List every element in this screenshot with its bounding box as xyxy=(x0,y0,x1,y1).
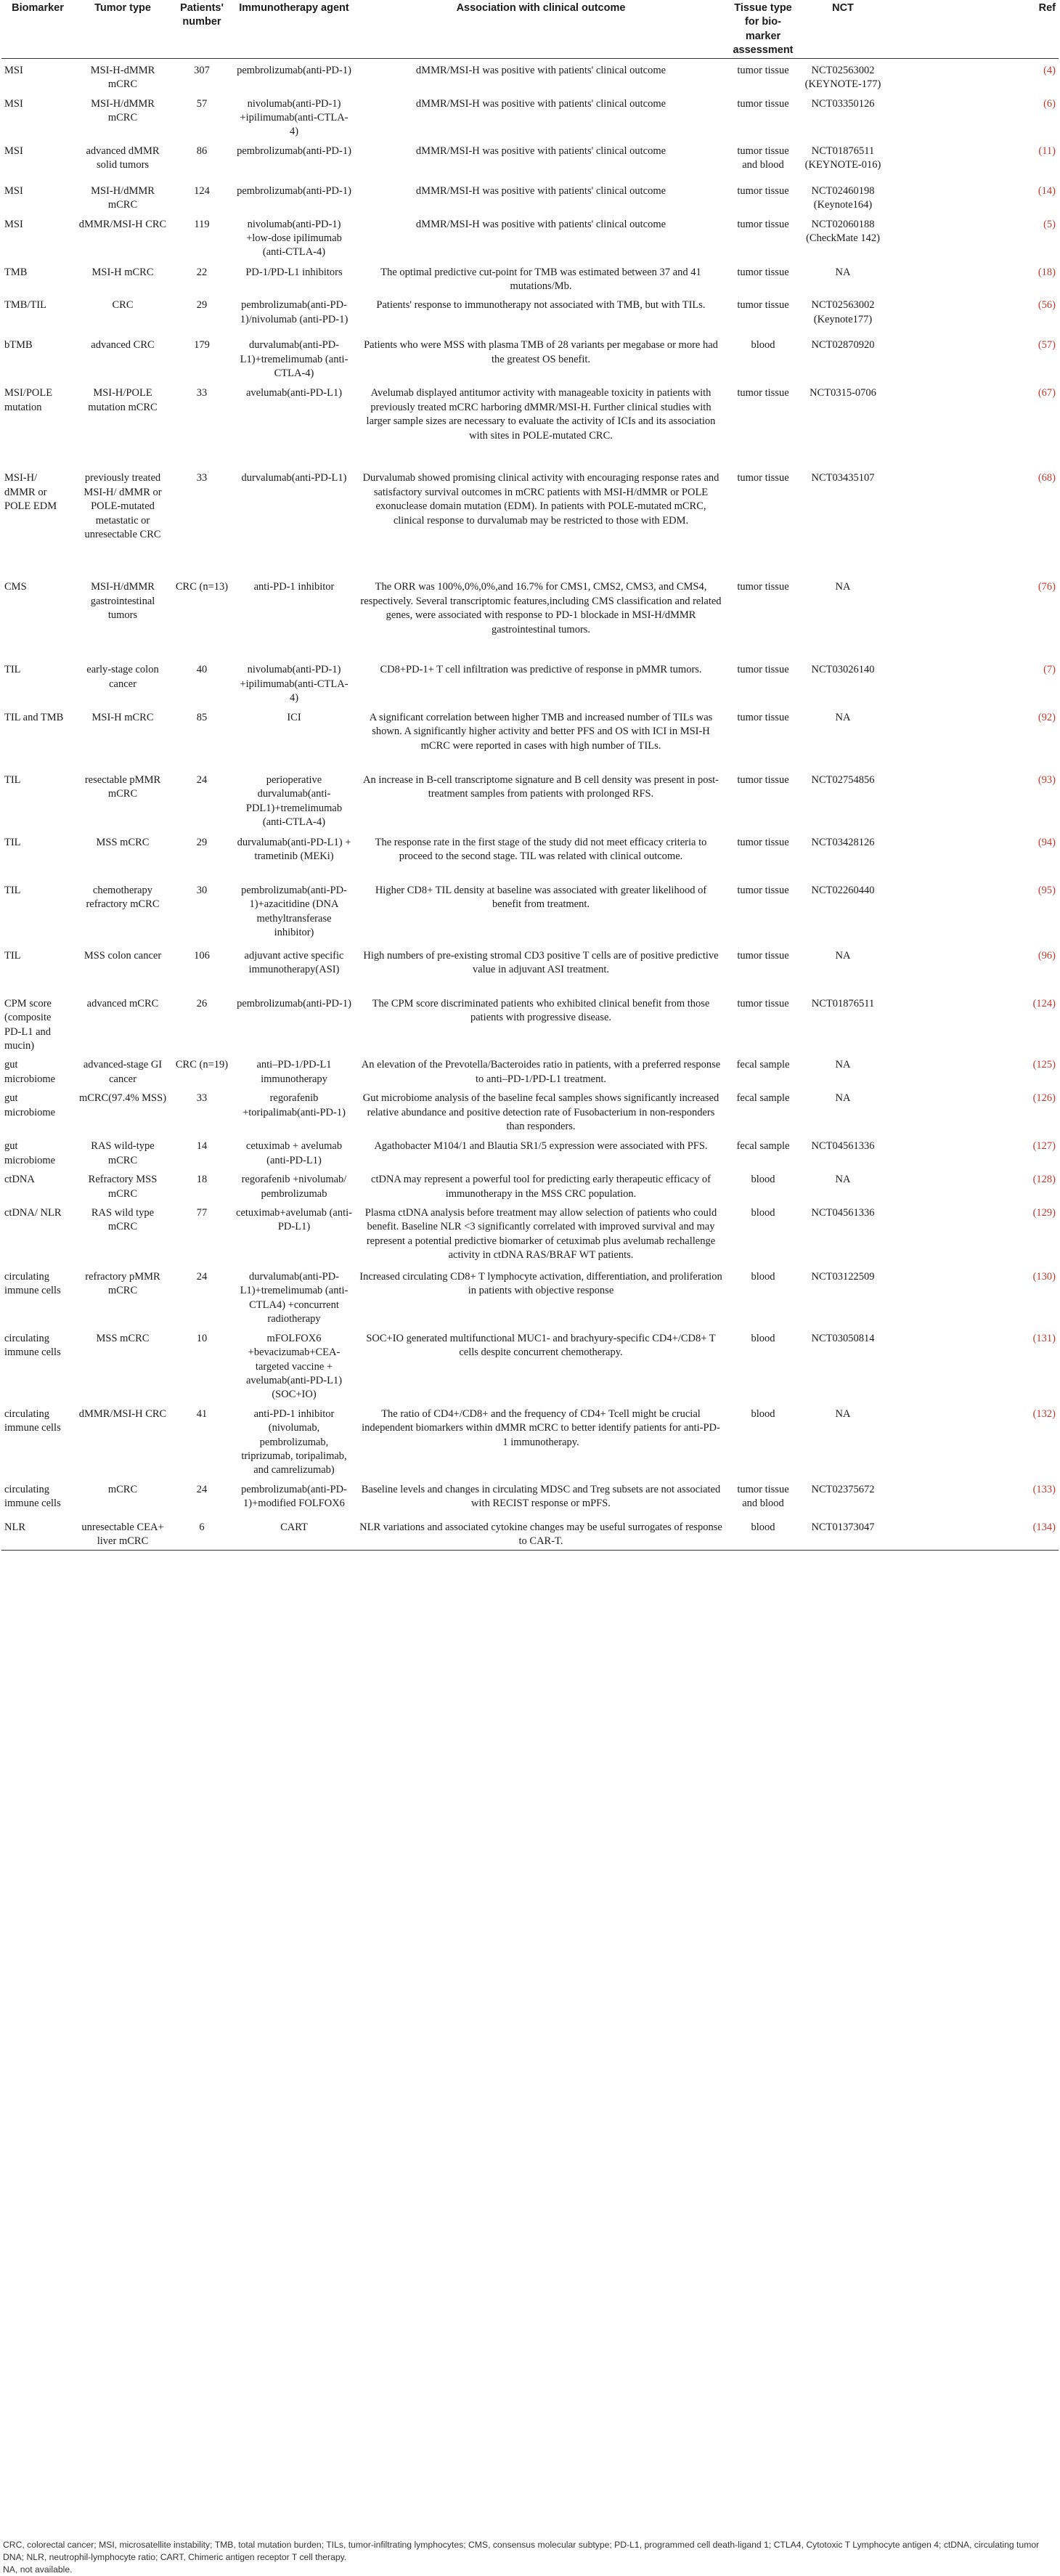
cell-nct: NCT02460198 (Keynote164) xyxy=(811,184,875,211)
cell-biomarker: TIL xyxy=(4,884,21,896)
cell-patients-number: 29 xyxy=(196,299,208,312)
cell-ref[interactable]: (124) xyxy=(1032,997,1056,1009)
cell-nct: NCT03050814 xyxy=(811,1332,875,1344)
cell-biomarker: bTMB xyxy=(4,339,33,352)
cell-ref[interactable]: (96) xyxy=(1037,949,1056,962)
cell-tumor-type: advanced dMMR solid tumors xyxy=(86,145,160,171)
cell-association: Baseline levels and changes in circulating MDSC and Treg subsets are not associated with RECIST response or mPFS. xyxy=(361,1483,721,1510)
cell-tissue-type: tumor tissue xyxy=(737,472,789,484)
cell-patients-number: 24 xyxy=(196,773,208,786)
table-row xyxy=(1,944,1059,992)
cell-association: Patients' response to immunotherapy not associated with TMB, but with TILs. xyxy=(376,299,706,312)
cell-biomarker: MSI xyxy=(4,64,23,76)
table-row xyxy=(1,706,1059,768)
cell-patients-number: 119 xyxy=(194,218,210,230)
cell-patients-number: 124 xyxy=(194,184,210,197)
cell-ref[interactable]: (95) xyxy=(1037,884,1056,896)
cell-patients-number: 307 xyxy=(194,64,210,76)
cell-ref[interactable]: (6) xyxy=(1043,97,1056,110)
cell-patients-number: 179 xyxy=(194,339,210,352)
table-row xyxy=(1,261,1059,294)
header-biomarker: Biomarker xyxy=(12,2,64,14)
cell-biomarker: MSI xyxy=(4,97,23,110)
cell-immunotherapy-agent: pembrolizumab(anti-PD-1) xyxy=(237,997,351,1009)
cell-ref[interactable]: (11) xyxy=(1038,145,1056,157)
cell-tumor-type: chemotherapy refractory mCRC xyxy=(86,884,160,911)
table-row xyxy=(1,92,1059,139)
cell-patients-number: 26 xyxy=(196,997,208,1009)
cell-tissue-type: tumor tissue xyxy=(737,997,789,1009)
cell-ref[interactable]: (68) xyxy=(1037,472,1056,484)
cell-tumor-type: CRC xyxy=(112,299,134,312)
table-row xyxy=(1,575,1059,658)
cell-association: Higher CD8+ TIL density at baseline was associated with greater likelihood of benefit from treatment. xyxy=(375,884,707,911)
header-ref: Ref xyxy=(1038,2,1056,14)
cell-ref[interactable]: (133) xyxy=(1032,1483,1056,1495)
cell-association: Plasma ctDNA analysis before treatment may allow selection of patients who could benefit. Baseline NLR <3 significantly correlated with improved survival and may represent a potential predictive biomarker of cetuximab plus avelumab rechallenge activity in ctDNA RAS/BRAF WT patients. xyxy=(364,1206,717,1261)
cell-immunotherapy-agent: anti-PD-1 inhibitor (nivolumab, pembrolizumab, triprizumab, toripalimab, and camrelizumab) xyxy=(241,1407,347,1476)
cell-biomarker: circulating immune cells xyxy=(4,1270,61,1297)
cell-association: Gut microbiome analysis of the baseline fecal samples shows significantly increased relative abundance and positive detection rate of Fusobacterium in non-responders than responders. xyxy=(362,1092,719,1133)
cell-immunotherapy-agent: pembrolizumab(anti-PD-1)/nivolumab (anti-PD-1) xyxy=(240,299,348,325)
cell-tumor-type: MSI-H/dMMR mCRC xyxy=(91,184,155,211)
cell-immunotherapy-agent: regorafenib +toripalimab(anti-PD-1) xyxy=(242,1092,346,1118)
cell-association: Agathobacter M104/1 and Blautia SR1/5 expression were associated with PFS. xyxy=(374,1140,708,1153)
cell-biomarker: MSI xyxy=(4,145,23,157)
cell-tissue-type: tumor tissue and blood xyxy=(737,1483,789,1510)
table-row xyxy=(1,1516,1059,1551)
cell-immunotherapy-agent: ICI xyxy=(287,711,301,723)
table-row xyxy=(1,1168,1059,1201)
cell-biomarker: gut microbiome xyxy=(4,1140,56,1166)
cell-tissue-type: tumor tissue xyxy=(737,184,789,197)
cell-immunotherapy-agent: nivolumab(anti-PD-1) +ipilimumab(anti-CTLA-4) xyxy=(240,97,348,138)
table-footnote xyxy=(3,2539,1057,2576)
cell-biomarker: MSI-H/ dMMR or POLE EDM xyxy=(4,472,57,513)
cell-patients-number: 30 xyxy=(196,884,208,896)
footnote-abbreviations: CRC, colorectal cancer; MSI, microsatellite instability; TMB, total mutation burden; TILs, tumor-infiltrating lymphocytes; CMS, consensus molecular subtype; PD-L1, programmed cell death-ligand 1; CTLA4, Cytotoxic T Lymphocyte antigen 4; ctDNA, circulating tumor DNA; NLR, neutrophil-lymphocyte ratio; CART, Chimeric antigen receptor T cell therapy. xyxy=(3,2540,1040,2563)
cell-tumor-type: MSS mCRC xyxy=(96,1332,150,1344)
cell-ref[interactable]: (127) xyxy=(1032,1140,1056,1153)
cell-tissue-type: fecal sample xyxy=(736,1092,790,1105)
cell-immunotherapy-agent: cetuximab + avelumab (anti-PD-L1) xyxy=(245,1140,343,1166)
cell-patients-number: 77 xyxy=(196,1206,208,1219)
cell-nct: NA xyxy=(835,266,851,278)
cell-tissue-type: tumor tissue xyxy=(737,266,789,278)
cell-immunotherapy-agent: cetuximab+avelumab (anti-PD-L1) xyxy=(236,1206,352,1233)
cell-association: The response rate in the first stage of the study did not meet efficacy criteria to proceed to the second stage. TIL was related with clinical outcome. xyxy=(375,836,707,863)
footnote-na: NA, not available. xyxy=(3,2564,73,2575)
cell-nct: NCT03350126 xyxy=(811,97,875,110)
cell-tumor-type: MSI-H-dMMR mCRC xyxy=(90,64,155,91)
cell-biomarker: circulating immune cells xyxy=(4,1483,61,1510)
table-row xyxy=(1,1265,1059,1327)
cell-tissue-type: blood xyxy=(751,1332,775,1344)
cell-patients-number: CRC (n=19) xyxy=(175,1059,229,1071)
header-association: Association with clinical outcome xyxy=(456,2,626,14)
cell-biomarker: circulating immune cells xyxy=(4,1332,61,1359)
table-row xyxy=(1,293,1059,333)
table-row xyxy=(1,58,1059,92)
cell-tissue-type: tumor tissue xyxy=(737,387,789,399)
table-header xyxy=(1,0,1059,58)
table-row xyxy=(1,333,1059,381)
cell-patients-number: 33 xyxy=(196,1092,208,1105)
cell-association: The CPM score discriminated patients who exhibited clinical benefit from those patients with progressive disease. xyxy=(372,997,710,1024)
cell-tissue-type: fecal sample xyxy=(736,1140,790,1153)
cell-association: An increase in B-cell transcriptome signature and B cell density was present in post-treatment samples from patients with prolonged RFS. xyxy=(362,773,719,800)
cell-immunotherapy-agent: pembrolizumab(anti-PD-1) xyxy=(237,64,351,76)
cell-immunotherapy-agent: nivolumab(anti-PD-1) +low-dose ipilimumab (anti-CTLA-4) xyxy=(246,218,342,259)
cell-tumor-type: MSS colon cancer xyxy=(83,949,162,962)
cell-immunotherapy-agent: PD-1/PD-L1 inhibitors xyxy=(245,266,343,278)
cell-tumor-type: advanced CRC xyxy=(91,339,155,352)
cell-tumor-type: mCRC xyxy=(107,1483,138,1495)
cell-tissue-type: fecal sample xyxy=(736,1059,790,1071)
cell-patients-number: 24 xyxy=(196,1270,208,1283)
cell-ref[interactable]: (129) xyxy=(1032,1206,1056,1219)
cell-tissue-type: blood xyxy=(751,339,775,352)
cell-association: ctDNA may represent a powerful tool for predicting early therapeutic efficacy of immunotherapy in the MSS CRC population. xyxy=(371,1174,711,1200)
cell-nct: NCT03122509 xyxy=(811,1270,875,1283)
cell-immunotherapy-agent: durvalumab(anti-PD-L1)+tremelimumab (anti-CTLA4) +concurrent radiotherapy xyxy=(240,1270,348,1325)
table-body xyxy=(1,58,1059,1551)
cell-tumor-type: MSS mCRC xyxy=(96,836,150,848)
cell-nct: NA xyxy=(835,1174,851,1186)
cell-ref[interactable]: (126) xyxy=(1032,1092,1056,1105)
cell-association: High numbers of pre-existing stromal CD3 positive T cells are of positive predictive value in adjuvant ASI treatment. xyxy=(363,949,719,976)
cell-patients-number: 24 xyxy=(196,1483,208,1495)
table-row xyxy=(1,1327,1059,1402)
cell-nct: NA xyxy=(835,949,851,962)
cell-association: dMMR/MSI-H was positive with patients' clinical outcome xyxy=(415,97,666,110)
cell-biomarker: gut microbiome xyxy=(4,1092,56,1118)
cell-association: The ORR was 100%,0%,0%,and 16.7% for CMS1, CMS2, CMS3, and CMS4, respectively. Several transcriptomic features,including CMS classification and related genes, were associated with response to PD-1 blockade in MSI-H/dMMR gastrointestinal tumors. xyxy=(360,581,722,635)
cell-tumor-type: MSI-H mCRC xyxy=(91,266,154,278)
header-patients-number: Patients' number xyxy=(180,2,224,28)
cell-tissue-type: tumor tissue xyxy=(737,299,789,312)
cell-tumor-type: advanced-stage GI cancer xyxy=(83,1059,163,1085)
table-row xyxy=(1,1086,1059,1134)
cell-ref[interactable]: (7) xyxy=(1043,664,1056,676)
cell-tissue-type: blood xyxy=(751,1206,775,1219)
cell-biomarker: TMB xyxy=(4,266,28,278)
table-row xyxy=(1,1201,1059,1265)
cell-immunotherapy-agent: durvalumab(anti-PD-L1) + trametinib (MEKi) xyxy=(237,836,351,863)
cell-nct: NCT02563002 (Keynote177) xyxy=(811,299,875,325)
cell-nct: NA xyxy=(835,581,851,593)
cell-immunotherapy-agent: anti-PD-1 inhibitor xyxy=(253,581,335,593)
cell-immunotherapy-agent: pembrolizumab(anti-PD-1)+azacitidine (DNA methyltransferase inhibitor) xyxy=(241,884,347,939)
cell-tumor-type: unresectable CEA+ liver mCRC xyxy=(81,1521,164,1548)
cell-tumor-type: resectable pMMR mCRC xyxy=(84,773,161,800)
table-row xyxy=(1,1478,1059,1516)
cell-immunotherapy-agent: pembrolizumab(anti-PD-1) xyxy=(237,145,351,157)
cell-tissue-type: tumor tissue xyxy=(737,218,789,230)
cell-nct: NA xyxy=(835,711,851,723)
cell-association: Avelumab displayed antitumor activity with manageable toxicity in patients with previously treated mCRC harboring dMMR/MSI-H. Further clinical studies with larger sample sizes are necessary to evaluate the activity of ICIs and its association with sites in POLE-mutated CRC. xyxy=(366,387,716,442)
cell-ref[interactable]: (92) xyxy=(1037,711,1056,723)
cell-patients-number: 33 xyxy=(196,472,208,484)
cell-tumor-type: MSI-H/dMMR gastrointestinal tumors xyxy=(90,581,155,622)
cell-ref[interactable]: (57) xyxy=(1037,339,1056,352)
cell-association: dMMR/MSI-H was positive with patients' clinical outcome xyxy=(415,218,666,230)
cell-immunotherapy-agent: avelumab(anti-PD-L1) xyxy=(245,387,343,399)
cell-biomarker: circulating immune cells xyxy=(4,1407,61,1434)
cell-biomarker: ctDNA/ NLR xyxy=(4,1206,62,1219)
cell-ref[interactable]: (130) xyxy=(1032,1270,1056,1283)
cell-ref[interactable]: (67) xyxy=(1037,387,1056,399)
cell-association: An elevation of the Prevotella/Bacteroides ratio in patients, with a preferred response to anti–PD-1/PD-L1 treatment. xyxy=(361,1059,721,1085)
cell-association: Durvalumab showed promising clinical activity with encouraging response rates and satisfactory survival outcomes in mCRC patients with MSI-H/dMMR or POLE exonuclease domain mutation (EDM). In patients with POLE-mutated mCRC, clinical response to durvalumab may be restricted to those with EDM. xyxy=(362,472,719,527)
cell-patients-number: 18 xyxy=(196,1174,208,1186)
cell-ref[interactable]: (125) xyxy=(1032,1059,1056,1071)
header-tissue-type: Tissue type for bio-marker assessment xyxy=(733,2,794,57)
cell-patients-number: 14 xyxy=(196,1140,208,1153)
cell-tissue-type: tumor tissue xyxy=(737,64,789,76)
cell-patients-number: 86 xyxy=(196,145,208,157)
cell-association: dMMR/MSI-H was positive with patients' clinical outcome xyxy=(415,145,666,157)
cell-nct: NCT04561336 xyxy=(811,1140,875,1153)
cell-tissue-type: tumor tissue xyxy=(737,836,789,848)
cell-nct: NCT03435107 xyxy=(811,472,875,484)
cell-tumor-type: mCRC(97.4% MSS) xyxy=(78,1092,167,1105)
cell-association: CD8+PD-1+ T cell infiltration was predictive of response in pMMR tumors. xyxy=(380,664,702,676)
cell-tumor-type: previously treated MSI-H/ dMMR or POLE-mutated metastatic or unresectable CRC xyxy=(83,472,162,541)
table-row xyxy=(1,466,1059,575)
cell-ref[interactable]: (56) xyxy=(1037,299,1056,312)
cell-association: SOC+IO generated multifunctional MUC1- and brachyury-specific CD4+/CD8+ T cells despite concurrent chemotherapy. xyxy=(366,1332,716,1359)
cell-tissue-type: tumor tissue xyxy=(737,581,789,593)
cell-tissue-type: tumor tissue xyxy=(737,711,789,723)
cell-biomarker: ctDNA xyxy=(4,1174,35,1186)
cell-ref[interactable]: (4) xyxy=(1043,64,1056,76)
header-immunotherapy-agent: Immunotherapy agent xyxy=(239,2,349,14)
cell-association: Patients who were MSS with plasma TMB of 28 variants per megabase or more had the greatest OS benefit. xyxy=(364,339,718,365)
cell-ref[interactable]: (76) xyxy=(1037,581,1056,593)
table-row xyxy=(1,768,1059,831)
cell-immunotherapy-agent: anti–PD-1/PD-L1 immunotherapy xyxy=(256,1059,332,1085)
cell-tissue-type: tumor tissue xyxy=(737,884,789,896)
cell-biomarker: gut microbiome xyxy=(4,1059,56,1085)
cell-nct: NA xyxy=(835,1059,851,1071)
cell-patients-number: 10 xyxy=(196,1332,208,1344)
cell-tumor-type: dMMR/MSI-H CRC xyxy=(78,1407,167,1420)
cell-nct: NCT0315-0706 xyxy=(810,387,876,399)
cell-patients-number: 22 xyxy=(196,266,208,278)
cell-biomarker: TIL xyxy=(4,949,21,962)
cell-tumor-type: refractory pMMR mCRC xyxy=(85,1270,160,1297)
cell-biomarker: MSI xyxy=(4,218,23,230)
table-row xyxy=(1,831,1059,879)
cell-nct: NA xyxy=(835,1092,851,1105)
cell-nct: NCT02260440 xyxy=(811,884,875,896)
cell-biomarker: TIL and TMB xyxy=(4,711,64,723)
table-row xyxy=(1,658,1059,705)
cell-nct: NCT01373047 xyxy=(811,1521,875,1533)
cell-patients-number: 29 xyxy=(196,836,208,848)
cell-nct: NCT02060188 (CheckMate 142) xyxy=(806,218,880,245)
cell-nct: NA xyxy=(835,1407,851,1420)
cell-patients-number: 33 xyxy=(196,387,208,399)
cell-association: Increased circulating CD8+ T lymphocyte activation, differentiation, and proliferation in patients with objective response xyxy=(359,1270,722,1297)
cell-nct: NCT04561336 xyxy=(811,1206,875,1219)
cell-association: The ratio of CD4+/CD8+ and the frequency of CD4+ Tcell might be crucial independent biomarkers within dMMR mCRC to better identify patients for anti-PD-1 immunotherapy. xyxy=(362,1407,720,1448)
cell-ref[interactable]: (132) xyxy=(1032,1407,1056,1420)
cell-immunotherapy-agent: pembrolizumab(anti-PD-1)+modified FOLFOX6 xyxy=(241,1483,347,1510)
cell-tumor-type: MSI-H/dMMR mCRC xyxy=(91,97,155,123)
cell-tissue-type: blood xyxy=(751,1521,775,1533)
cell-ref[interactable]: (134) xyxy=(1032,1521,1056,1533)
table-row xyxy=(1,879,1059,944)
cell-nct: NCT02375672 xyxy=(811,1483,875,1495)
cell-tissue-type: tumor tissue and blood xyxy=(737,145,789,171)
cell-association: A significant correlation between higher TMB and increased number of TILs was shown. A significantly higher activity and better PFS and OS with ICI in MSI-H mCRC were reported in cases with high number of TILs. xyxy=(369,711,713,752)
cell-tissue-type: tumor tissue xyxy=(737,773,789,786)
header-nct: NCT xyxy=(832,2,854,14)
cell-patients-number: CRC (n=13) xyxy=(175,581,229,593)
cell-immunotherapy-agent: perioperative durvalumab(anti-PDL1)+tremelimumab (anti-CTLA-4) xyxy=(245,773,343,829)
cell-biomarker: CPM score (composite PD-L1 and mucin) xyxy=(4,997,52,1052)
cell-tissue-type: tumor tissue xyxy=(737,664,789,676)
cell-biomarker: MSI xyxy=(4,184,23,197)
cell-patients-number: 6 xyxy=(199,1521,205,1533)
cell-tissue-type: blood xyxy=(751,1174,775,1186)
cell-patients-number: 41 xyxy=(196,1407,208,1420)
cell-immunotherapy-agent: durvalumab(anti-PD-L1) xyxy=(241,472,347,484)
cell-biomarker: TMB/TIL xyxy=(4,299,46,312)
cell-immunotherapy-agent: pembrolizumab(anti-PD-1) xyxy=(237,184,351,197)
table-row xyxy=(1,381,1059,466)
cell-ref[interactable]: (5) xyxy=(1043,218,1056,230)
cell-biomarker: TIL xyxy=(4,836,21,848)
cell-biomarker: CMS xyxy=(4,581,27,593)
table-row xyxy=(1,139,1059,179)
cell-association: NLR variations and associated cytokine changes may be useful surrogates of response to CAR-T. xyxy=(359,1521,722,1548)
cell-immunotherapy-agent: CART xyxy=(280,1521,308,1533)
cell-immunotherapy-agent: mFOLFOX6 +bevacizumab+CEA-targeted vaccine + avelumab(anti-PD-L1) (SOC+IO) xyxy=(245,1332,343,1401)
cell-association: dMMR/MSI-H was positive with patients' clinical outcome xyxy=(415,64,666,76)
cell-patients-number: 106 xyxy=(194,949,210,962)
cell-ref[interactable]: (128) xyxy=(1032,1174,1056,1186)
cell-tumor-type: early-stage colon cancer xyxy=(86,664,159,690)
cell-patients-number: 40 xyxy=(196,664,208,676)
table-row xyxy=(1,179,1059,213)
cell-tissue-type: tumor tissue xyxy=(737,949,789,962)
cell-association: dMMR/MSI-H was positive with patients' clinical outcome xyxy=(415,184,666,197)
cell-association: The optimal predictive cut-point for TMB was estimated between 37 and 41 mutations/Mb. xyxy=(380,266,701,293)
cell-tissue-type: tumor tissue xyxy=(737,97,789,110)
table-row xyxy=(1,1402,1059,1478)
cell-biomarker: TIL xyxy=(4,664,21,676)
cell-nct: NCT02754856 xyxy=(811,773,875,786)
cell-nct: NCT02563002 (KEYNOTE-177) xyxy=(804,64,881,91)
cell-nct: NCT02870920 xyxy=(811,339,875,352)
table-row xyxy=(1,213,1059,261)
cell-tissue-type: blood xyxy=(751,1270,775,1283)
cell-nct: NCT03428126 xyxy=(811,836,875,848)
cell-ref[interactable]: (14) xyxy=(1037,184,1056,197)
cell-nct: NCT01876511 (KEYNOTE-016) xyxy=(804,145,881,171)
cell-tumor-type: Refractory MSS mCRC xyxy=(88,1174,158,1200)
cell-ref[interactable]: (94) xyxy=(1037,836,1056,848)
cell-patients-number: 57 xyxy=(196,97,208,110)
cell-tissue-type: blood xyxy=(751,1407,775,1420)
cell-nct: NCT03026140 xyxy=(811,664,875,676)
cell-tumor-type: advanced mCRC xyxy=(86,997,159,1009)
cell-immunotherapy-agent: regorafenib +nivolumab/ pembrolizumab xyxy=(241,1174,347,1200)
cell-biomarker: MSI/POLE mutation xyxy=(4,387,53,413)
cell-patients-number: 85 xyxy=(196,711,208,723)
table-row xyxy=(1,1053,1059,1086)
biomarker-table xyxy=(1,0,1059,1551)
cell-biomarker: NLR xyxy=(4,1521,25,1533)
cell-tumor-type: MSI-H mCRC xyxy=(91,711,154,723)
cell-ref[interactable]: (93) xyxy=(1037,773,1056,786)
cell-nct: NCT01876511 xyxy=(811,997,875,1009)
header-tumor-type: Tumor type xyxy=(94,2,151,14)
cell-ref[interactable]: (131) xyxy=(1032,1332,1056,1344)
cell-biomarker: TIL xyxy=(4,773,21,786)
cell-immunotherapy-agent: nivolumab(anti-PD-1) +ipilimumab(anti-CTLA-4) xyxy=(240,664,348,704)
table-row xyxy=(1,1134,1059,1168)
cell-tumor-type: RAS wild-type mCRC xyxy=(91,1140,155,1166)
table-row xyxy=(1,992,1059,1054)
cell-tumor-type: dMMR/MSI-H CRC xyxy=(78,218,167,230)
cell-ref[interactable]: (18) xyxy=(1037,266,1056,278)
cell-immunotherapy-agent: adjuvant active specific immunotherapy(ASI) xyxy=(244,949,344,976)
cell-tumor-type: MSI-H/POLE mutation mCRC xyxy=(88,387,158,413)
cell-tumor-type: RAS wild type mCRC xyxy=(91,1206,155,1233)
cell-immunotherapy-agent: durvalumab(anti-PD-L1)+tremelimumab (anti-CTLA-4) xyxy=(240,339,348,380)
